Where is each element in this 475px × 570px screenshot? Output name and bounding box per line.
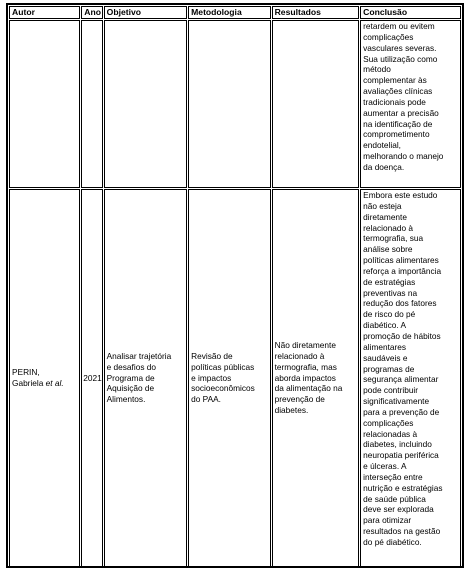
cell-conclusao: Embora este estudo não esteja diretamente relacionado à termografia, sua análise sobre políticas alimentares reforça a importância de estratégias preventivas na redução dos fatores de risco do pé diabético. A promoção de hábitos alimentares saudáveis e programas de segurança alimentar pode contribuir significativamente para a prevenção de complicações relacionadas à diabetes, incluindo neuropatia periférica e úlceras. A interseção entre nutrição e estratégias de saúde pública deve ser explorada para otimizar resultados na gestão do pé diabético. [360, 189, 461, 567]
cell-ano [81, 20, 102, 188]
cell-metodologia [188, 20, 270, 188]
author-et-al: et al. [45, 378, 64, 388]
header-resultados: Resultados [272, 6, 360, 19]
cell-ano: 2021 [81, 189, 102, 567]
cell-conclusao: retardem ou evitem complicações vasculares severas. Sua utilização como método complementar às avaliações clínicas tradicionais pode aumentar a precisão na identificação de comprometimento endotelial, melhorando o manejo da doença. [360, 20, 461, 188]
header-ano: Ano [81, 6, 102, 19]
cell-autor [9, 189, 80, 567]
cell-metodologia: Revisão de políticas públicas e impactos socioeconômicos do PAA. [188, 189, 270, 567]
cell-objetivo [104, 20, 187, 188]
author-surname: PERIN, [12, 367, 40, 378]
table-header-row [9, 6, 461, 19]
header-metodologia: Metodologia [188, 6, 270, 19]
table-row [9, 20, 461, 188]
literature-review-table [8, 5, 462, 568]
cell-autor [9, 20, 80, 188]
author-given-name: Gabriela [12, 378, 46, 388]
cell-resultados [272, 20, 360, 188]
cell-resultados: Não diretamente relacionado à termografia, mas aborda impactos da alimentação na prevenção de diabetes. [272, 189, 360, 567]
header-conclusao: Conclusão [360, 6, 461, 19]
header-autor: Autor [9, 6, 80, 19]
table-row [9, 189, 461, 567]
cell-objetivo: Analisar trajetória e desafios do Programa de Aquisição de Alimentos. [104, 189, 187, 567]
header-objetivo: Objetivo [104, 6, 187, 19]
